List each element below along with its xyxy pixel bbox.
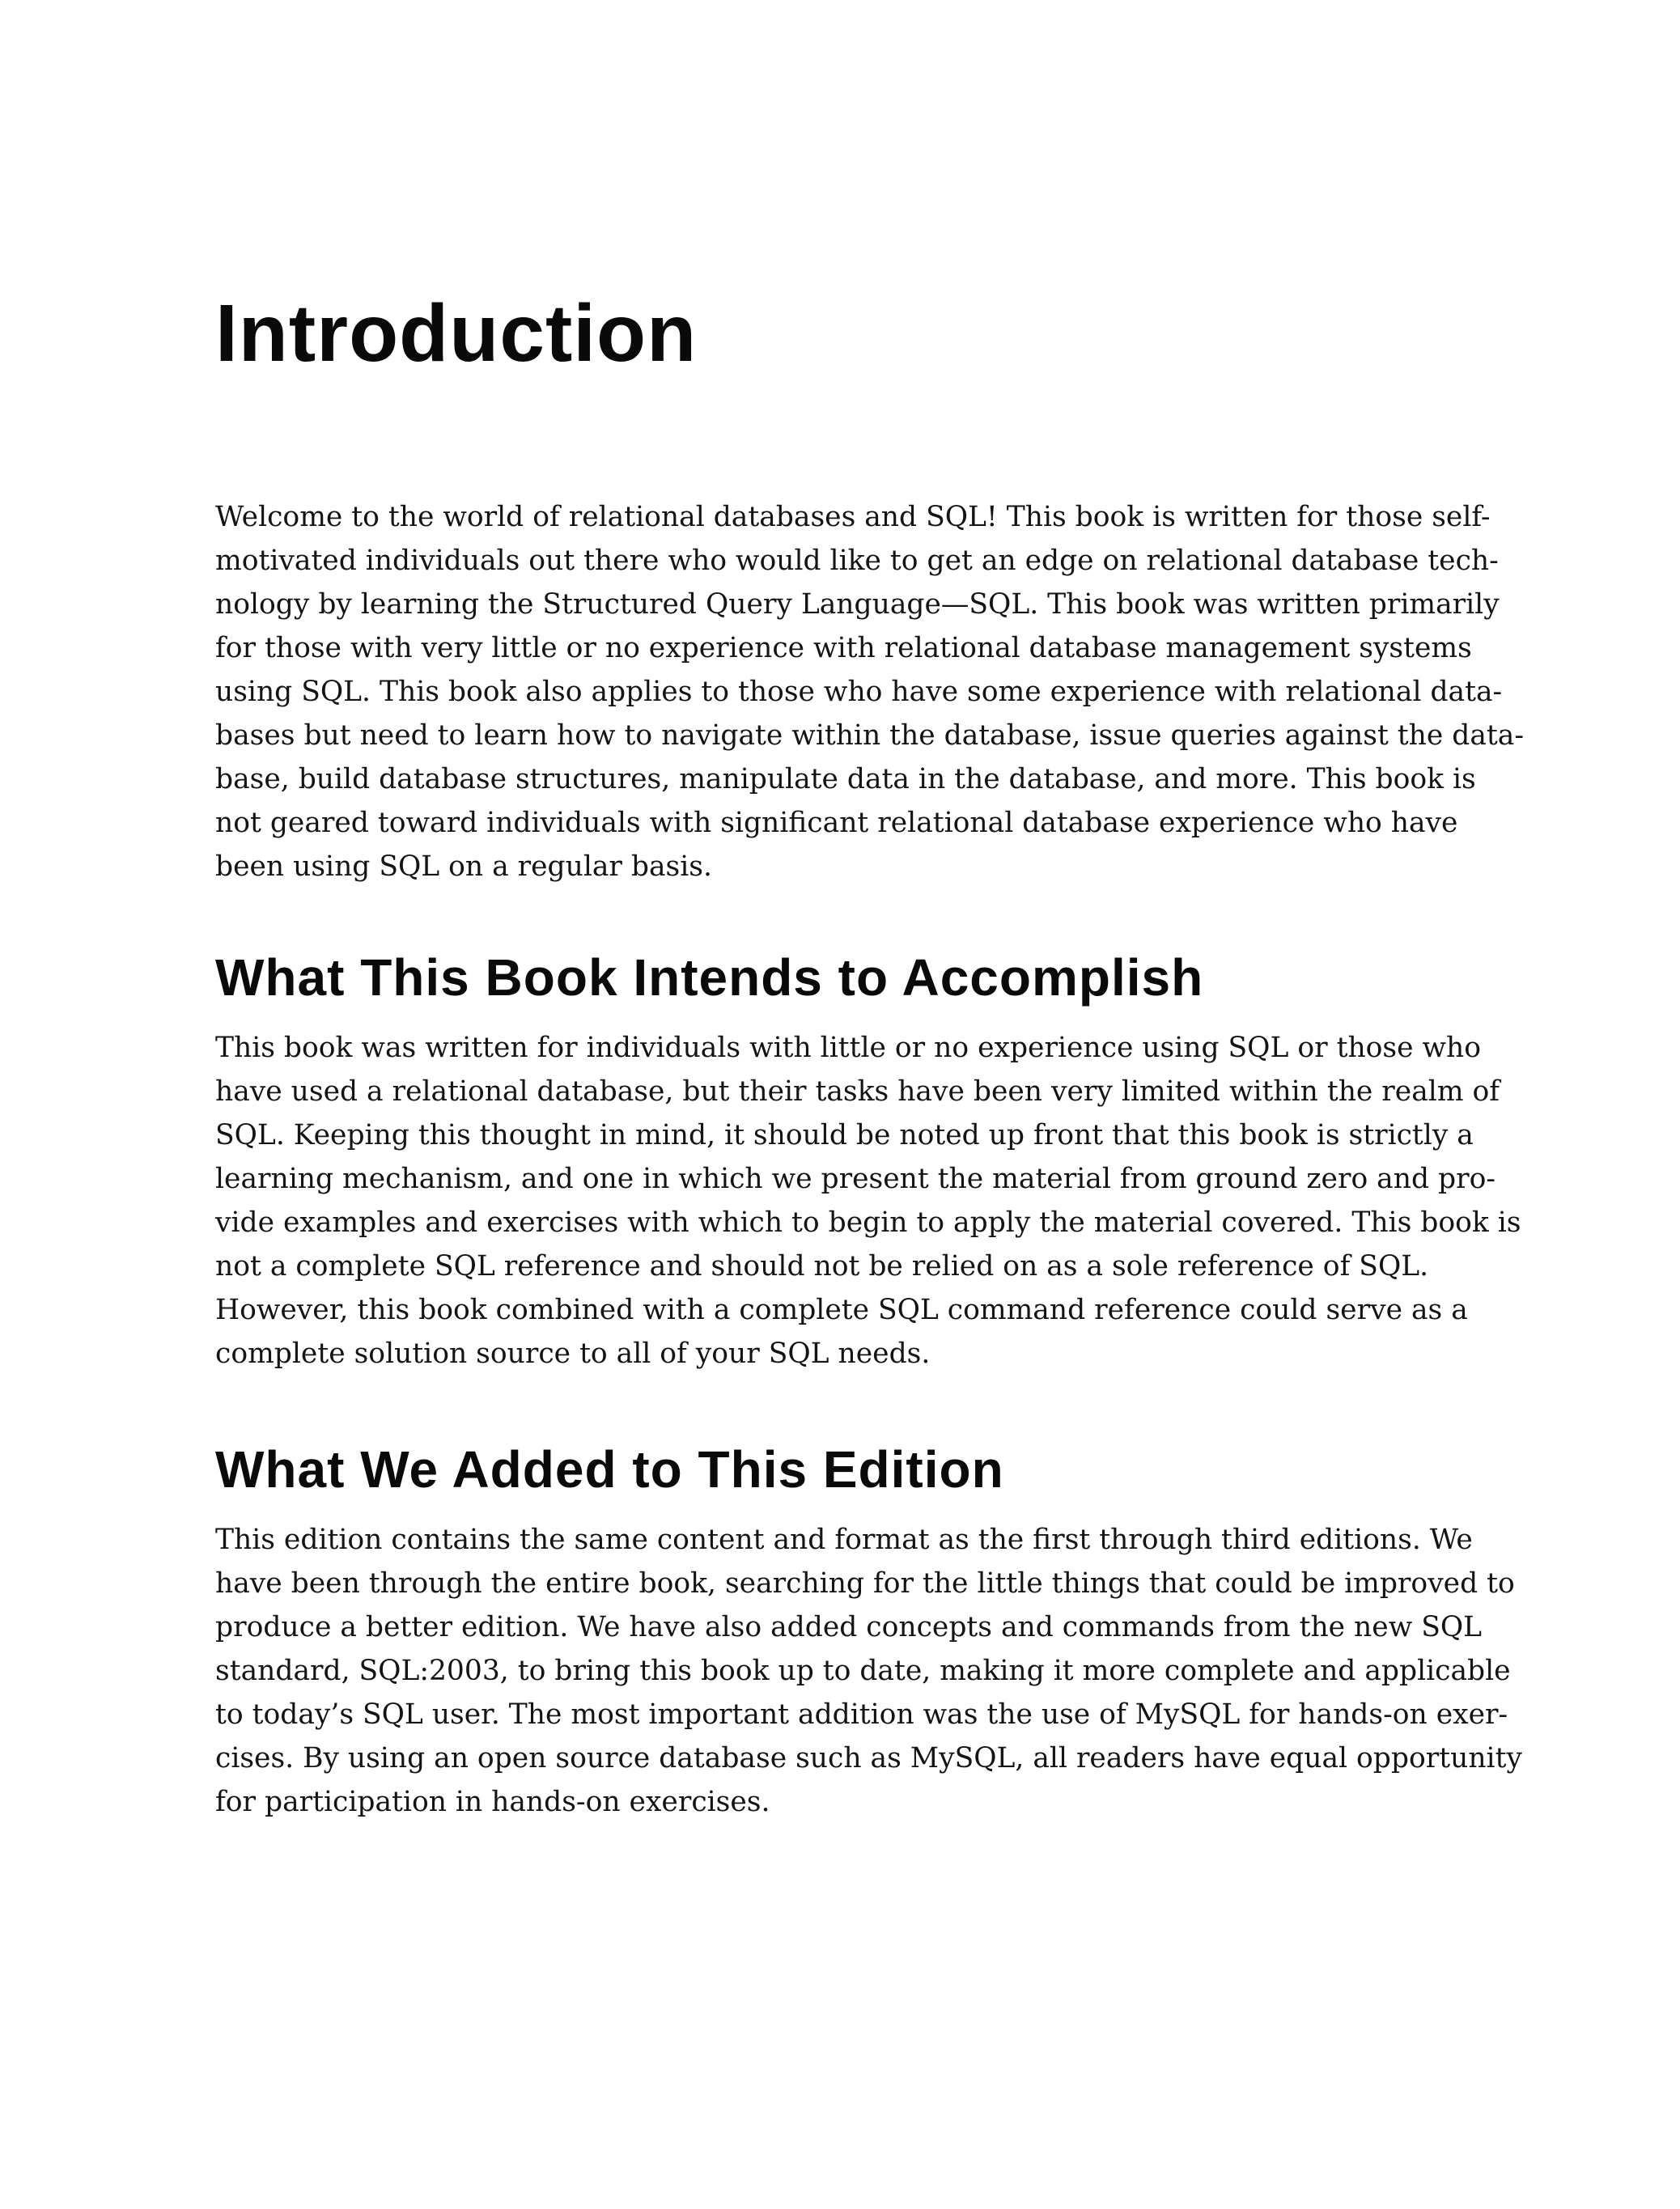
text-line: However, this book combined with a complete SQL command reference could serve as a <box>215 1294 1468 1326</box>
text-line: Welcome to the world of relational databases and SQL! This book is written for those self- <box>215 501 1491 533</box>
text-line: This book was written for individuals with little or no experience using SQL or those who <box>215 1032 1482 1064</box>
intends-paragraph <box>215 1026 1521 1376</box>
text-line: motivated individuals out there who would like to get an edge on relational database tech- <box>215 545 1499 577</box>
text-line: for those with very little or no experience with relational database management systems <box>215 632 1472 664</box>
text-line: standard, SQL:2003, to bring this book up to date, making it more complete and applicable <box>215 1655 1511 1687</box>
text-line: have been through the entire book, searching for the little things that could be improved to <box>215 1567 1515 1600</box>
text-line: produce a better edition. We have also added concepts and commands from the new SQL <box>215 1611 1483 1643</box>
text-line: SQL. Keeping this thought in mind, it should be noted up front that this book is strictly a <box>215 1119 1474 1151</box>
section-heading-intends: What This Book Intends to Accomplish <box>215 948 1204 1007</box>
text-line: not geared toward individuals with significant relational database experience who have <box>215 807 1458 839</box>
text-line: nology by learning the Structured Query Language—SQL. This book was written primarily <box>215 588 1500 621</box>
text-line: complete solution source to all of your SQL needs. <box>215 1338 931 1370</box>
text-line: base, build database structures, manipulate data in the database, and more. This book is <box>215 763 1476 795</box>
added-paragraph <box>215 1518 1522 1824</box>
text-line: for participation in hands-on exercises. <box>215 1786 770 1818</box>
text-line: not a complete SQL reference and should not be relied on as a sole reference of SQL. <box>215 1250 1429 1283</box>
text-line: learning mechanism, and one in which we present the material from ground zero and pro- <box>215 1163 1496 1195</box>
text-line: to today’s SQL user. The most important addition was the use of MySQL for hands-on exer- <box>215 1698 1508 1731</box>
text-line: This edition contains the same content and format as the first through third editions. We <box>215 1524 1473 1556</box>
intro-paragraph <box>215 495 1525 888</box>
text-line: bases but need to learn how to navigate within the database, issue queries against the data- <box>215 719 1525 752</box>
text-line: vide examples and exercises with which to begin to apply the material covered. This book is <box>215 1206 1521 1239</box>
text-line: using SQL. This book also applies to those who have some experience with relational data- <box>215 676 1503 708</box>
text-line: been using SQL on a regular basis. <box>215 850 712 883</box>
chapter-title: Introduction <box>215 288 698 379</box>
text-line: have used a relational database, but their tasks have been very limited within the realm of <box>215 1075 1500 1108</box>
text-line: cises. By using an open source database such as MySQL, all readers have equal opportunity <box>215 1742 1522 1774</box>
section-heading-added: What We Added to This Edition <box>215 1440 1004 1499</box>
